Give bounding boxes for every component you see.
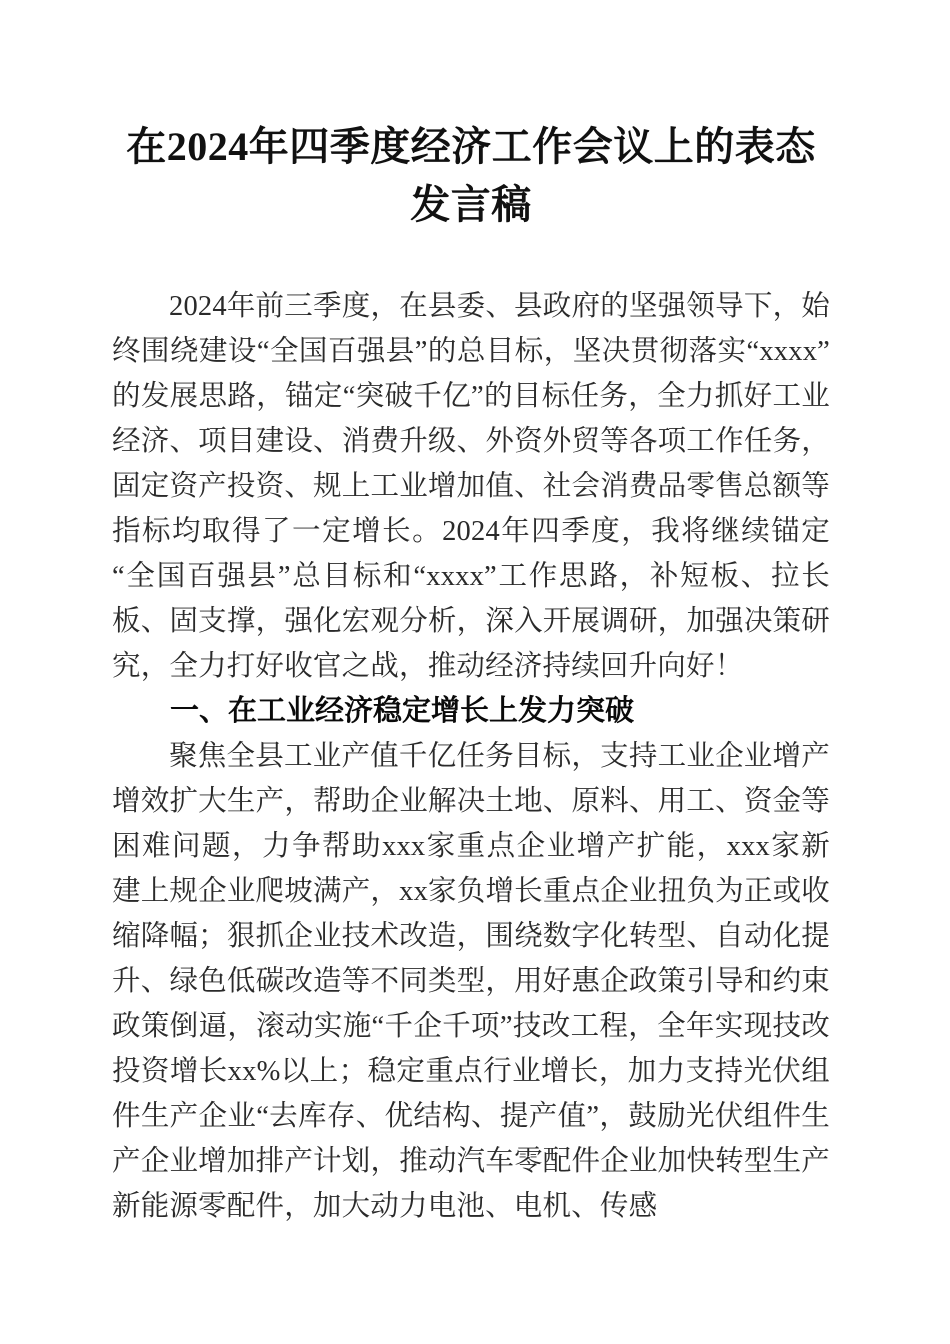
paragraph-section-1-body: 聚焦全县工业产值千亿任务目标，支持工业企业增产增效扩大生产，帮助企业解决土地、原料、用工、资金等困难问题，力争帮助xxx家重点企业增产扩能，xxx家新建上规企业爬坡满产，xx家负增长重点企业扭负为正或收缩降幅；狠抓企业技术改造，围绕数字化转型、自动化提升、绿色低碳改造等不同类型，用好惠企政策引导和约束政策倒逼，滚动实施“千企千项”技改工程，全年实现技改投资增长xx%以上；稳定重点行业增长，加力支持光伏组件生产企业“去库存、优结构、提产值”，鼓励光伏组件生产企业增加排产计划，推动汽车零配件企业加快转型生产新能源零配件，加大动力电池、电机、传感 bbox=[112, 741, 830, 1222]
page-title: 在2024年四季度经济工作会议上的表态发言稿 bbox=[126, 124, 816, 227]
document-text-column bbox=[112, 0, 830, 1230]
page-bottom-margin bbox=[112, 1229, 830, 1230]
paragraph-intro: 2024年前三季度，在县委、县政府的坚强领导下，始终围绕建设“全国百强县”的总目标，坚决贯彻落实“xxxx”的发展思路，锚定“突破千亿”的目标任务，全力抓好工业经济、项目建设、消费升级、外资外贸等各项工作任务，固定资产投资、规上工业增加值、社会消费品零售总额等指标均取得了一定增长。2024年四季度，我将继续锚定“全国百强县”总目标和“xxxx”工作思路，补短板、拉长板、固支撑，强化宏观分析，深入开展调研，加强决策研究，全力打好收官之战，推动经济持续回升向好！ bbox=[112, 291, 830, 682]
section-heading-1: 一、在工业经济稳定增长上发力突破 bbox=[170, 695, 635, 727]
